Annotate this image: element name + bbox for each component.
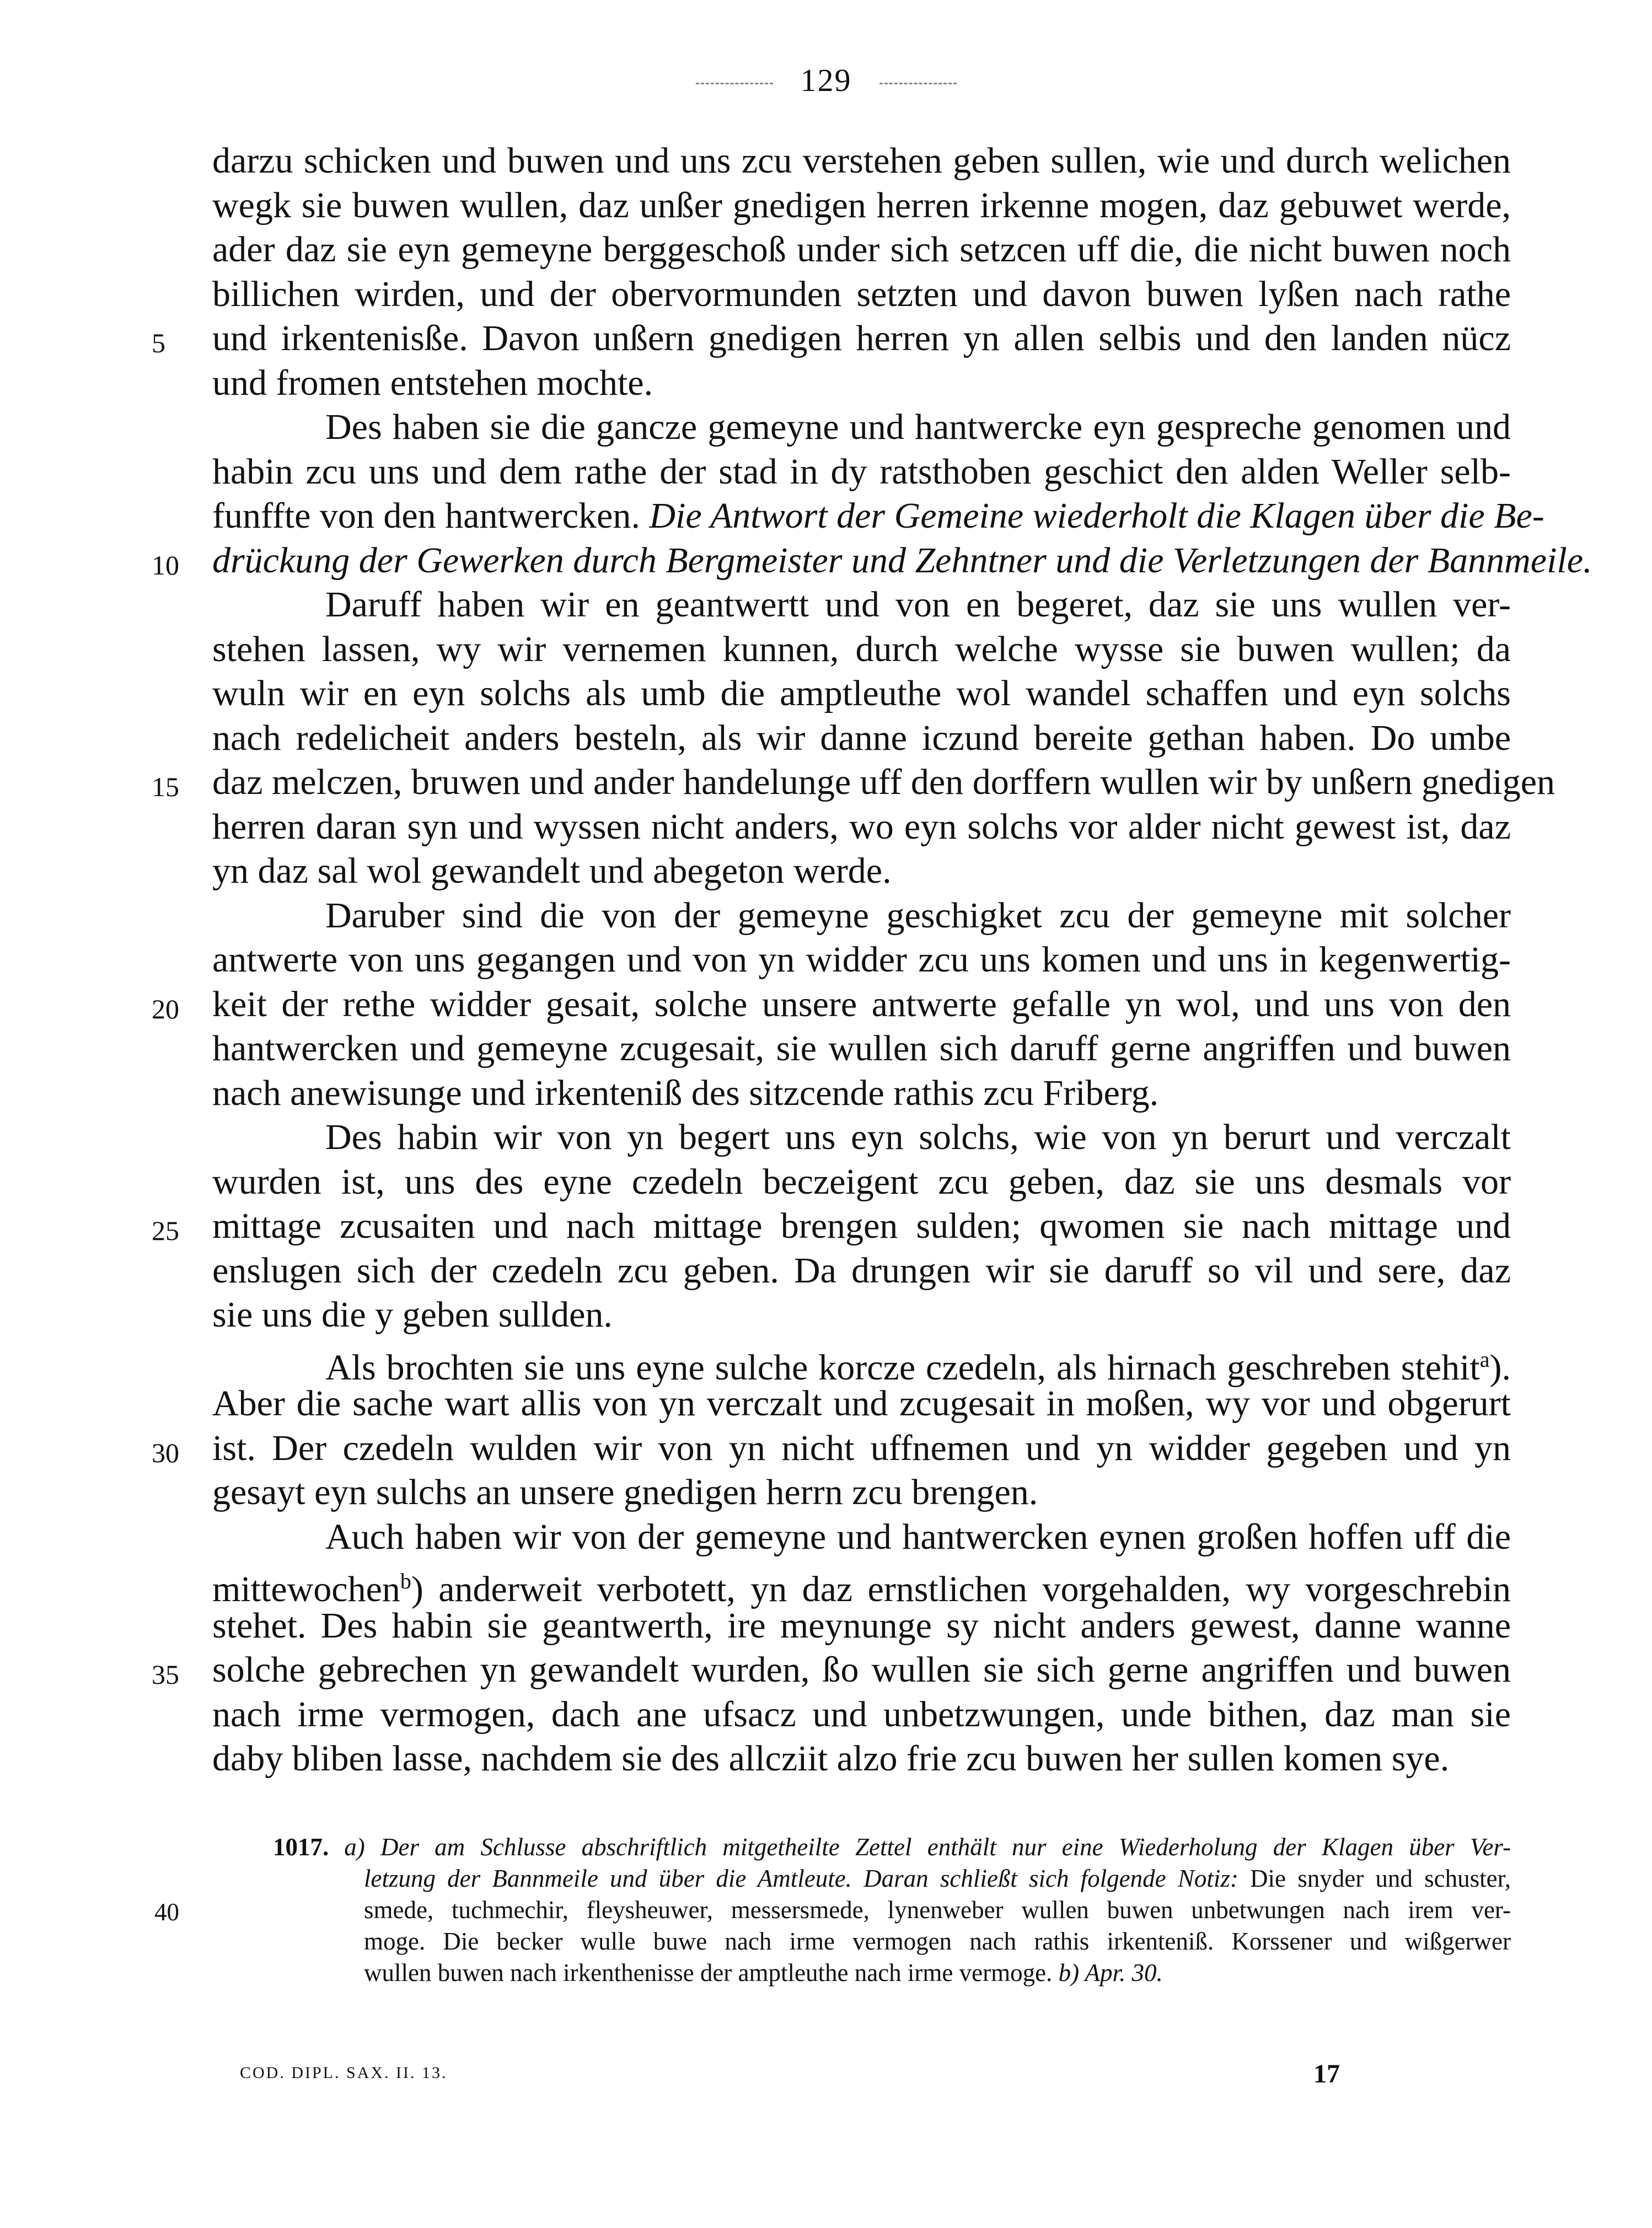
text-line	[212, 1338, 1511, 1388]
footnote-number: 1017.	[273, 1833, 329, 1861]
line-text: nach irme vermogen, dach ane ufsacz und unbetzwungen, unde bithen, daz man sie	[212, 1694, 1511, 1735]
line-text: mittage zcusaiten und nach mittage brengen sulden; qwomen sie nach mittage und	[212, 1206, 1511, 1246]
text-line	[212, 1737, 1511, 1781]
text-line	[152, 983, 1511, 1027]
line-text: nach anewisunge und irkenteniß des sitzcende rathis zcu Friberg.	[212, 1072, 1159, 1113]
line-text: nach redelicheit anders besteln, als wir danne iczund bereite gethan haben. Do umbe	[212, 717, 1511, 758]
text-line	[212, 272, 1511, 317]
line-text: darzu schicken und buwen und uns zcu verstehen geben sullen, wie und durch welichen	[212, 141, 1511, 181]
text-line	[212, 1604, 1511, 1649]
text-line	[212, 1249, 1511, 1293]
main-text	[152, 139, 1592, 1781]
text-line	[212, 894, 1511, 938]
line-text: Als brochten sie uns eyne sulche korcze czedeln, als hirnach geschreben stehit	[325, 1347, 1480, 1388]
line-text: yn daz sal wol gewandelt und abegeton werde.	[212, 851, 892, 891]
text-line	[212, 1515, 1511, 1560]
line-number: 30	[152, 1437, 179, 1468]
text-line	[212, 1470, 1511, 1515]
line-text: daby bliben lasse, nachdem sie des allcziit alzo frie zcu buwen her sullen komen sye.	[212, 1738, 1450, 1779]
text-line	[212, 1693, 1511, 1737]
text-line	[212, 405, 1511, 450]
editorial-note: drückung der Gewerken durch Bergmeister und Zehntner und die Verletzungen der Bannmeile.	[212, 540, 1592, 581]
text-line	[152, 539, 1592, 583]
line-text: und irkentenisße. Davon unßern gnedigen herren yn allen selbis und den landen nücz	[212, 318, 1511, 358]
line-text: wuln wir en eyn solchs als umb die amptleuthe wol wandel schaffen und eyn solchs	[212, 673, 1511, 713]
text-line	[212, 938, 1511, 983]
text-line	[152, 1426, 1511, 1471]
line-text: billichen wirden, und der obervormunden setzten und davon buwen lyßen nach rathe	[212, 273, 1511, 314]
line-text: und fromen entstehen mochte.	[212, 362, 653, 403]
text-line	[212, 1027, 1511, 1071]
footnote-line	[273, 1832, 1511, 1863]
line-text: hantwercken und gemeyne zcugesait, sie wullen sich daruff gerne angriffen und buwen	[212, 1028, 1511, 1069]
text-line	[212, 1071, 1511, 1116]
text-line	[212, 805, 1511, 850]
line-text: Daruff haben wir en geantwertt und von en begeret, daz sie uns wullen ver-	[325, 584, 1511, 625]
line-text: wurden ist, uns des eyne czedeln beczeigent zcu geben, daz sie uns desmals vor	[212, 1161, 1511, 1202]
line-text: mittewochen	[212, 1569, 400, 1609]
text-line	[212, 1160, 1511, 1205]
line-text: Des haben sie die gancze gemeyne und hantwercke eyn gespreche genomen und	[325, 407, 1511, 447]
text-line	[212, 361, 1511, 406]
line-number: 5	[152, 328, 165, 358]
footnote-line	[154, 1894, 1511, 1926]
text-line	[212, 450, 1511, 495]
text-line	[212, 494, 1544, 539]
text-line	[212, 1115, 1511, 1160]
text-line	[212, 1293, 1511, 1338]
footnote-note: b) Apr. 30.	[1052, 1959, 1163, 1987]
line-text-continued: ) anderweit verbotett, yn daz ernstlichen vorgehalden, wy vorgeschrebin	[411, 1569, 1511, 1609]
text-line	[152, 316, 1511, 361]
line-text: funffte von den hantwercken.	[212, 496, 640, 536]
footnote-text: moge. Die becker wulle buwe nach irme vermogen nach rathis irkenteniß. Korssener und wißgerwer	[364, 1928, 1511, 1955]
text-line	[212, 1382, 1511, 1426]
line-text: habin zcu uns und dem rathe der stad in dy ratsthoben geschict den alden Weller selb-	[212, 451, 1511, 492]
line-text: wegk sie buwen wullen, daz unßer gnedigen herren irkenne mogen, daz gebuwet werde,	[212, 185, 1511, 226]
footnote-text: Die snyder und schuster,	[1238, 1865, 1511, 1892]
text-line	[212, 583, 1511, 627]
page-number	[0, 62, 1652, 99]
sheet-number: 17	[1313, 2059, 1340, 2089]
line-text: Auch haben wir von der gemeyne und hantwercken eynen großen hoffen uff die	[325, 1516, 1511, 1557]
footnote-marker: a	[1479, 1346, 1490, 1372]
line-number: 15	[152, 771, 179, 802]
text-line	[212, 228, 1511, 272]
text-line	[152, 1648, 1511, 1693]
footnote-text: smede, tuchmechir, fleysheuwer, messersmede, lynenweber wullen buwen unbetwungen nach irem ver-	[364, 1896, 1511, 1924]
line-text: enslugen sich der czedeln zcu geben. Da drungen wir sie daruff so vil und sere, daz	[212, 1250, 1511, 1291]
text-line	[212, 716, 1511, 761]
line-text: sie uns die y geben sullden.	[212, 1295, 613, 1335]
line-number: 35	[152, 1659, 179, 1690]
page-number-text: 129	[800, 62, 852, 98]
text-line	[212, 139, 1511, 184]
text-line	[212, 184, 1511, 228]
footnote-text: wullen buwen nach irkenthenisse der amptleuthe nach irme vermoge.	[364, 1959, 1053, 1987]
text-line	[212, 672, 1511, 716]
footnote-line	[273, 1957, 1511, 1989]
line-text: herren daran syn und wyssen nicht anders, wo eyn solchs vor alder nicht gewest ist, daz	[212, 806, 1511, 847]
line-number: 10	[152, 549, 179, 581]
text-line	[152, 760, 1556, 805]
line-text: Aber die sache wart allis von yn verczalt und zcugesait in moßen, wy vor und obgerurt	[212, 1383, 1511, 1424]
line-text: ader daz sie eyn gemeyne berggeschoß under sich setzcen uff die, die nicht buwen noch	[212, 229, 1511, 270]
footnote-note: a) Der am Schlusse abschriftlich mitgetheilte Zettel enthält nur eine Wiederholung der Klagen über Ver-	[344, 1833, 1511, 1861]
line-number: 25	[152, 1215, 179, 1246]
text-line	[212, 627, 1511, 672]
text-line	[152, 1204, 1511, 1249]
editorial-note: Die Antwort der Gemeine wiederholt die Klagen über die Be-	[649, 496, 1544, 536]
text-line	[212, 1559, 1511, 1609]
line-text: stehet. Des habin sie geantwerth, ire meynunge sy nicht anders gewest, danne wanne	[212, 1605, 1511, 1646]
header-dash-right	[879, 83, 957, 84]
line-text: Daruber sind die von der gemeyne geschigket zcu der gemeyne mit solcher	[325, 895, 1511, 936]
line-text: stehen lassen, wy wir vernemen kunnen, durch welche wysse sie buwen wullen; da	[212, 629, 1511, 669]
source-signature: COD. DIPL. SAX. II. 13.	[240, 2064, 448, 2082]
footnote-line	[273, 1926, 1511, 1957]
footnote-marker: b	[400, 1569, 411, 1593]
text-line	[212, 849, 1511, 894]
footnote-line	[273, 1863, 1511, 1894]
line-text: Des habin wir von yn begert uns eyn solchs, wie von yn berurt und verczalt	[325, 1117, 1511, 1157]
line-number: 40	[154, 1898, 179, 1926]
line-text-continued: ).	[1489, 1347, 1511, 1388]
line-number: 20	[152, 993, 179, 1024]
line-text: keit der rethe widder gesait, solche unsere antwerte gefalle yn wol, und uns von den	[212, 984, 1511, 1024]
line-text: ist. Der czedeln wulden wir von yn nicht uffnemen und yn widder gegeben und yn	[212, 1427, 1511, 1468]
header-dash-left	[696, 83, 773, 84]
footnote-note: letzung der Bannmeile und über die Amtleute. Daran schließt sich folgende Notiz:	[364, 1865, 1238, 1892]
line-text: solche gebrechen yn gewandelt wurden, ßo wullen sie sich gerne angriffen und buwen	[212, 1650, 1511, 1690]
footnote	[154, 1832, 1511, 1989]
line-text: daz melczen, bruwen und ander handelunge uff den dorffern wullen wir by unßern gnedigen	[212, 762, 1556, 802]
line-text: antwerte von uns gegangen und von yn widder zcu uns komen und uns in kegenwertig-	[212, 939, 1511, 980]
line-text: gesayt eyn sulchs an unsere gnedigen herrn zcu brengen.	[212, 1472, 1038, 1512]
